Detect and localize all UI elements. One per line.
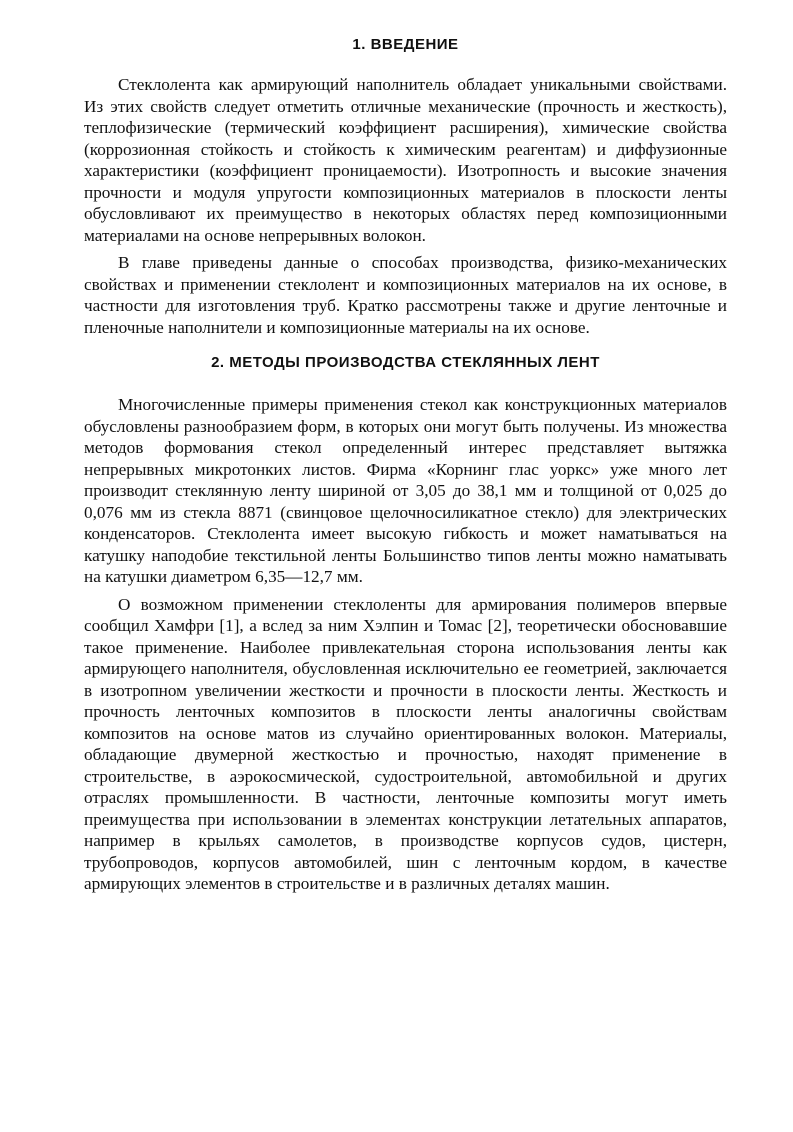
document-page [84, 34, 727, 901]
section-1-paragraph-2: В главе приведены данные о способах производства, физико-механических свойствах и применении стеклолент и композиционных материалов на их основе, в частности для изготовления труб. Кратко рассмотрены также и другие ленточные и пленочные наполнители и композиционные материалы на их основе. [84, 253, 727, 337]
section-1-paragraph-1: Стеклолента как армирующий наполнитель обладает уникальными свойствами. Из этих свойств следует отметить отличные механические (прочность и жесткость), теплофизические (термический коэффициент расширения), химические свойства (коррозионная стойкость и стойкость к химическим реагентам) и диффузионные характеристики (коэффициент проницаемости). Изотропность и высокие значения прочности и модуля упругости композиционных материалов в плоскости ленты обусловливают их преимущество в некоторых областях перед композиционными материалами на основе непрерывных волокон. [84, 75, 727, 245]
section-2-paragraph-2: О возможном применении стеклоленты для армирования полимеров впервые сообщил Хамфри [1], а вслед за ним Хэлпин и Томас [2], теоретически обосновавшие такое применение. Наиболее привлекательная сторона использования ленты как армирующего наполнителя, обусловленная исключительно ее геометрией, заключается в изотропном увеличении жесткости и прочности в плоскости ленты. Жесткость и прочность ленточных композитов в плоскости ленты аналогичны свойствам композитов на основе матов из случайно ориентированных волокон. Материалы, обладающие двумерной жесткостью и прочностью, находят применение в строительстве, в аэрокосмической, судостроительной, автомобильной и других отраслях промышленности. В частности, ленточные композиты могут иметь преимущества при использовании в элементах конструкции летательных аппаратов, например в крыльях самолетов, в производстве корпусов судов, цистерн, трубопроводов, корпусов автомобилей, шин с ленточным кордом, в качестве армирующих элементов в строительстве и в различных деталях машин. [84, 594, 727, 893]
section-2-paragraph-1: Многочисленные примеры применения стекол как конструкционных материалов обусловлены разнообразием форм, в которых они могут быть получены. Из множества методов формования стекол определенный интерес представляет вытяжка непрерывных микротонких листов. Фирма «Корнинг глас уоркс» уже много лет производит стеклянную ленту шириной от 3,05 до 38,1 мм и толщиной от 0,025 до 0,076 мм из стекла 8871 (свинцовое щелочносиликатное стекло) для электрических конденсаторов. Стеклолента имеет высокую гибкость и может наматываться на катушку наподобие текстильной ленты Большинство типов ленты можно наматывать на катушки диаметром 6,35—12,7 мм. [84, 395, 727, 586]
section-2-heading: 2. МЕТОДЫ ПРОИЗВОДСТВА СТЕКЛЯННЫХ ЛЕНТ [211, 354, 600, 371]
section-1-heading: 1. ВВЕДЕНИЕ [352, 36, 459, 53]
